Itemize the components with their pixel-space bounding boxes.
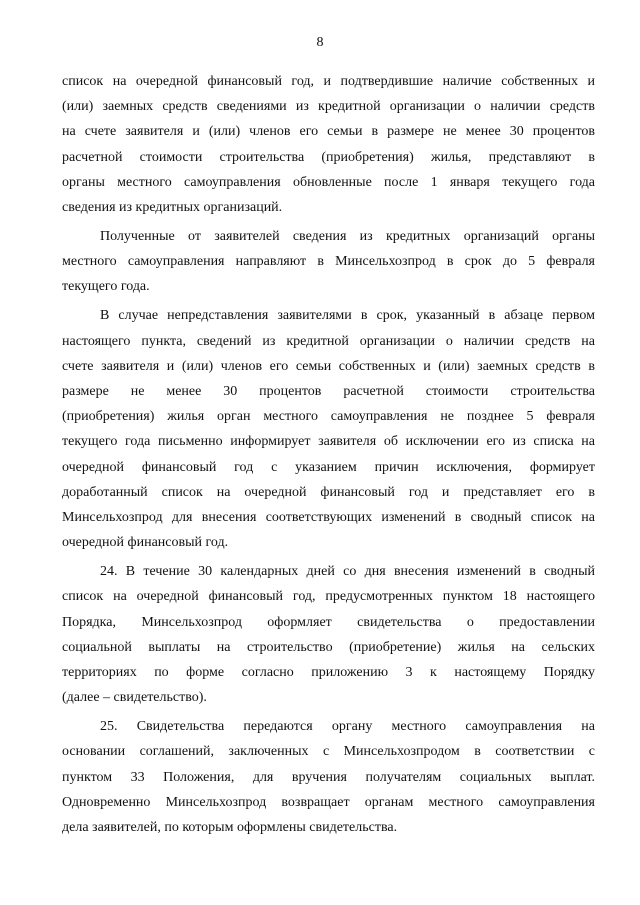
text-line: местного самоуправления направляют в Минсельхозпрод в срок до 5 февраля: [62, 254, 595, 270]
text-line: текущего года письменно информирует заявителя об исключении его из списка на: [62, 434, 595, 450]
text-line: очередной финансовый год.: [62, 535, 229, 551]
paragraph-non-submission: [62, 303, 595, 555]
text-line: дела заявителей, по которым оформлены свидетельства.: [62, 820, 398, 836]
text-line: очередной финансовый год с указанием причин исключения, формирует: [62, 459, 595, 475]
text-line: основании соглашений, заключенных с Минсельхозпродом в соответствии с: [62, 744, 595, 760]
paragraph-item-24: [62, 559, 595, 710]
text-line: 25. Свидетельства передаются органу местного самоуправления на: [100, 719, 595, 735]
text-line: список на очередной финансовый год, предусмотренных пунктом 18 настоящего: [62, 589, 595, 605]
text-line: Порядка, Минсельхозпрод оформляет свидетельства о предоставлении: [62, 614, 595, 630]
text-line: список на очередной финансовый год, и подтвердившие наличие собственных и: [62, 74, 595, 89]
text-line: текущего года.: [62, 279, 150, 295]
text-line: органы местного самоуправления обновленные после 1 января текущего года: [62, 174, 595, 190]
text-line: социальной выплаты на строительство (приобретение) жилья на сельских: [62, 639, 595, 655]
text-line: В случае непредставления заявителями в срок, указанный в абзаце первом: [100, 308, 595, 324]
text-line: (далее – свидетельство).: [62, 690, 207, 706]
text-line: Полученные от заявителей сведения из кредитных организаций органы: [100, 229, 595, 245]
text-line: настоящего пункта, сведений из кредитной организации о наличии средств на: [62, 333, 595, 349]
document-body: [62, 69, 595, 840]
text-line: на счете заявителя и (или) членов его семьи в размере не менее 30 процентов: [62, 124, 595, 140]
paragraph-bank-info: [62, 224, 595, 300]
paragraph-item-25: [62, 714, 595, 840]
text-line: пунктом 33 Положения, для вручения получателям социальных выплат.: [62, 769, 595, 785]
text-line: расчетной стоимости строительства (приобретения) жилья, представляют в: [62, 149, 595, 165]
text-line: территориях по форме согласно приложению 3 к настоящему Порядку: [62, 665, 595, 681]
text-line: счете заявителя и (или) членов его семьи собственных и (или) заемных средств в: [62, 358, 595, 374]
text-line: размере не менее 30 процентов расчетной стоимости строительства: [62, 384, 595, 400]
text-line: 24. В течение 30 календарных дней со дня внесения изменений в сводный: [100, 564, 595, 580]
text-line: (приобретения) жилья орган местного самоуправления не позднее 5 февраля: [62, 409, 595, 425]
text-line: доработанный список на очередной финансовый год и представляет его в: [62, 484, 595, 500]
paragraph-continuation: [62, 69, 595, 220]
page-number: 8: [316, 35, 324, 50]
text-line: (или) заемных средств сведениями из кредитной организации о наличии средств: [62, 99, 595, 115]
text-line: Одновременно Минсельхозпрод возвращает органам местного самоуправления: [62, 794, 595, 810]
text-line: сведения из кредитных организаций.: [62, 200, 283, 216]
text-line: Минсельхозпрод для внесения соответствующих изменений в сводный список на: [62, 510, 595, 526]
